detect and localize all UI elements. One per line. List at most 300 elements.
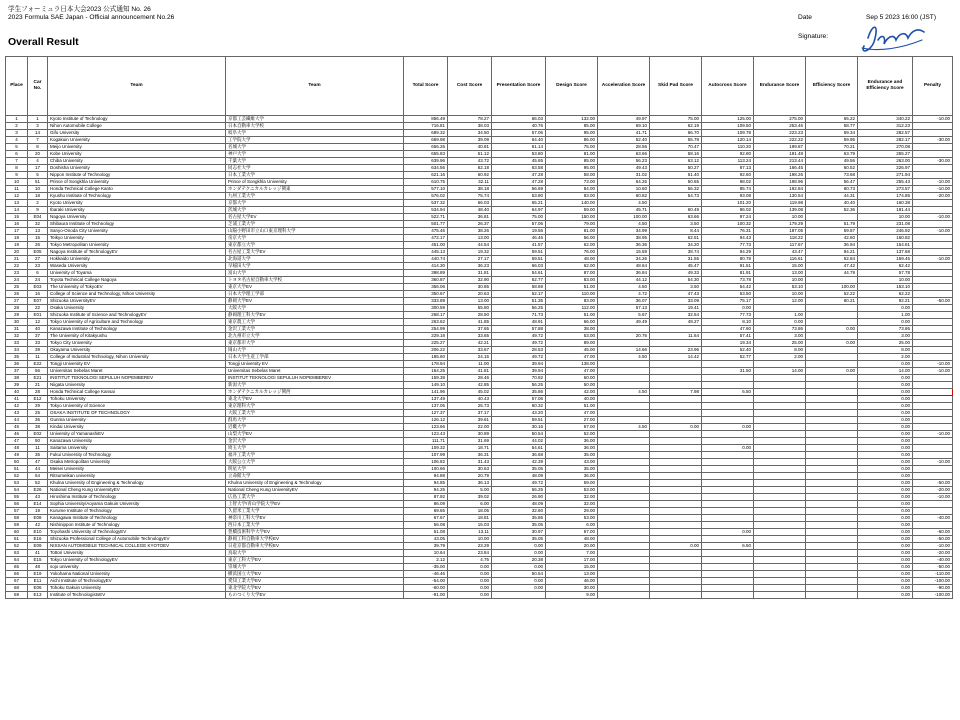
table-cell bbox=[598, 438, 650, 445]
table-cell: 100.66 bbox=[404, 466, 448, 473]
table-cell: 0.00 bbox=[492, 550, 546, 557]
table-cell: 14.66 bbox=[598, 347, 650, 354]
table-cell: 0.00 bbox=[858, 473, 913, 480]
table-cell bbox=[913, 473, 953, 480]
table-row bbox=[6, 340, 953, 347]
table-cell bbox=[913, 389, 953, 396]
table-cell bbox=[702, 459, 754, 466]
table-cell bbox=[598, 550, 650, 557]
table-cell bbox=[702, 417, 754, 424]
table-cell bbox=[754, 438, 806, 445]
table-row bbox=[6, 361, 953, 368]
table-cell: 31.55 bbox=[650, 256, 702, 263]
table-cell bbox=[806, 438, 858, 445]
table-cell bbox=[806, 571, 858, 578]
table-cell: 522.71 bbox=[404, 214, 448, 221]
table-cell bbox=[598, 480, 650, 487]
table-cell: 48.09 bbox=[492, 473, 546, 480]
table-cell: 24 bbox=[6, 277, 28, 284]
table-cell bbox=[598, 382, 650, 389]
table-row bbox=[6, 298, 953, 305]
table-cell bbox=[754, 515, 806, 522]
table-cell bbox=[650, 515, 702, 522]
table-row bbox=[6, 515, 953, 522]
table-cell: 73.00 bbox=[546, 179, 598, 186]
table-cell bbox=[806, 522, 858, 529]
table-cell: 14.00 bbox=[754, 368, 806, 375]
table-cell: -10.00 bbox=[913, 361, 953, 368]
table-cell bbox=[806, 473, 858, 480]
table-cell: 59.00 bbox=[546, 207, 598, 214]
table-cell: Saitama University bbox=[48, 445, 226, 452]
table-cell: Shizuoka UniversityEV bbox=[48, 298, 226, 305]
table-cell: 静岡大学EV bbox=[226, 298, 404, 305]
announcement-title-en: 2023 Formula SAE Japan - Official announcement No.26 bbox=[8, 14, 175, 21]
table-row bbox=[6, 172, 953, 179]
table-cell: 東京大学EV bbox=[226, 284, 404, 291]
table-cell: 4.50 bbox=[598, 200, 650, 207]
table-row bbox=[6, 410, 953, 417]
table-cell bbox=[913, 417, 953, 424]
table-cell: 41.57 bbox=[492, 242, 546, 249]
table-cell: 119.98 bbox=[754, 200, 806, 207]
table-cell: 豊橋技術科学大学EV bbox=[226, 529, 404, 536]
table-cell: 埼玉大学 bbox=[226, 445, 404, 452]
table-cell: ものつくり大学EV bbox=[226, 592, 404, 599]
table-cell: 86.09 bbox=[404, 501, 448, 508]
table-cell: E08 bbox=[28, 515, 48, 522]
table-cell: 4.72 bbox=[598, 291, 650, 298]
table-cell: 0.00 bbox=[858, 592, 913, 599]
column-header: Place bbox=[6, 57, 28, 116]
table-row bbox=[6, 263, 953, 270]
table-cell: 80.73 bbox=[806, 186, 858, 193]
table-cell bbox=[650, 501, 702, 508]
table-cell: 75.00 bbox=[650, 116, 702, 123]
table-cell: 35.86 bbox=[492, 515, 546, 522]
table-cell: 44.79 bbox=[806, 270, 858, 277]
table-cell: 10.00 bbox=[754, 277, 806, 284]
table-cell: 0.00 bbox=[858, 487, 913, 494]
table-cell: 39.94 bbox=[492, 361, 546, 368]
table-cell: 0.00 bbox=[858, 543, 913, 550]
table-cell: 49.49 bbox=[598, 319, 650, 326]
table-cell: 109.32 bbox=[404, 445, 448, 452]
table-cell: 30 bbox=[6, 319, 28, 326]
table-cell bbox=[650, 382, 702, 389]
table-cell: 101.20 bbox=[702, 200, 754, 207]
table-cell: Tohoku University bbox=[48, 396, 226, 403]
table-cell: 37 bbox=[6, 368, 28, 375]
table-cell: 639.96 bbox=[404, 158, 448, 165]
table-cell: 254.99 bbox=[404, 326, 448, 333]
table-cell: 0.00 bbox=[858, 452, 913, 459]
table-cell: 大阪工業大学 bbox=[226, 410, 404, 417]
table-cell: -10.00 bbox=[913, 494, 953, 501]
table-cell: 8.00 bbox=[858, 347, 913, 354]
table-cell bbox=[754, 529, 806, 536]
table-cell bbox=[754, 522, 806, 529]
table-cell: Khulna University of Engineering & Technology bbox=[226, 480, 404, 487]
table-cell: 58 bbox=[6, 515, 28, 522]
table-cell: 0.00 bbox=[858, 585, 913, 592]
table-cell: 47.00 bbox=[546, 368, 598, 375]
table-cell: 0.00 bbox=[858, 417, 913, 424]
table-cell: 44.54 bbox=[448, 242, 492, 249]
table-cell bbox=[754, 417, 806, 424]
table-cell bbox=[754, 473, 806, 480]
table-cell: 28.50 bbox=[448, 312, 492, 319]
table-cell: 49.72 bbox=[492, 340, 546, 347]
table-cell: 49.97 bbox=[598, 116, 650, 123]
table-cell: 19.34 bbox=[702, 340, 754, 347]
table-cell: Meijo University bbox=[48, 144, 226, 151]
table-cell: 199.87 bbox=[754, 144, 806, 151]
table-cell: 明星大学 bbox=[226, 466, 404, 473]
table-cell: 56.08 bbox=[404, 522, 448, 529]
table-cell: 8 bbox=[28, 144, 48, 151]
table-cell: 94.21 bbox=[806, 249, 858, 256]
table-cell: 45.65 bbox=[492, 158, 546, 165]
table-cell: -10.00 bbox=[913, 214, 953, 221]
table-row bbox=[6, 214, 953, 221]
table-cell bbox=[913, 235, 953, 242]
table-cell: 31.69 bbox=[448, 438, 492, 445]
table-cell: 40.00 bbox=[546, 396, 598, 403]
table-cell bbox=[702, 410, 754, 417]
table-cell: 223.23 bbox=[754, 130, 806, 137]
table-cell: 62.00 bbox=[546, 263, 598, 270]
table-cell: 33.67 bbox=[448, 347, 492, 354]
table-cell: 0.00 bbox=[858, 438, 913, 445]
table-cell: 45 bbox=[6, 424, 28, 431]
table-cell: Nagoya University bbox=[48, 214, 226, 221]
table-cell: 18.71 bbox=[448, 445, 492, 452]
table-cell: 576.02 bbox=[404, 193, 448, 200]
table-cell: 山陽小野田市立山口東京理科大学 bbox=[226, 228, 404, 235]
table-cell: 山梨大学EV bbox=[226, 431, 404, 438]
table-cell bbox=[702, 361, 754, 368]
table-cell: 41 bbox=[6, 396, 28, 403]
table-cell bbox=[806, 578, 858, 585]
table-cell: ホンダテクニカルカレッジ関西 bbox=[226, 389, 404, 396]
table-cell: 0.00 bbox=[858, 494, 913, 501]
table-cell: 159.38 bbox=[404, 375, 448, 382]
table-cell: 20.38 bbox=[492, 557, 546, 564]
table-cell: 10.00 bbox=[754, 291, 806, 298]
table-cell: 50.00 bbox=[546, 382, 598, 389]
table-cell: 66.03 bbox=[448, 200, 492, 207]
table-cell: 51.00 bbox=[546, 312, 598, 319]
table-cell: 30.63 bbox=[448, 466, 492, 473]
table-cell: 15 bbox=[28, 235, 48, 242]
table-cell bbox=[754, 550, 806, 557]
table-cell: 3.00 bbox=[754, 333, 806, 340]
table-cell: 0.00 bbox=[858, 403, 913, 410]
table-cell bbox=[598, 592, 650, 599]
table-cell: -20.00 bbox=[913, 550, 953, 557]
table-cell: 51.08 bbox=[404, 529, 448, 536]
table-cell: Aichi Institute of TechnologyEV bbox=[48, 578, 226, 585]
table-cell: Sophia University/Aoyama Gakuin University bbox=[48, 501, 226, 508]
table-cell: 118.22 bbox=[754, 235, 806, 242]
table-cell: 110.00 bbox=[546, 291, 598, 298]
table-cell: 60.82 bbox=[598, 193, 650, 200]
table-cell: 6.50 bbox=[702, 389, 754, 396]
table-row bbox=[6, 417, 953, 424]
table-cell: 45.47 bbox=[650, 263, 702, 270]
table-cell: Kindai University bbox=[48, 424, 226, 431]
table-cell: 2 bbox=[28, 200, 48, 207]
table-cell: 166.45 bbox=[754, 165, 806, 172]
table-row bbox=[6, 137, 953, 144]
table-cell: 44.12 bbox=[598, 277, 650, 284]
table-cell: Tokyo City University bbox=[48, 340, 226, 347]
table-cell: 大阪公立大学 bbox=[226, 459, 404, 466]
table-cell: 48.40 bbox=[448, 207, 492, 214]
table-cell: 24.15 bbox=[448, 354, 492, 361]
table-cell: 名古屋工業大学EV bbox=[226, 249, 404, 256]
table-cell bbox=[492, 592, 546, 599]
table-cell: 0.00 bbox=[858, 466, 913, 473]
table-row bbox=[6, 305, 953, 312]
table-cell: 10.60 bbox=[598, 186, 650, 193]
table-cell: 10.00 bbox=[754, 214, 806, 221]
table-cell: 83.00 bbox=[546, 277, 598, 284]
table-cell: 58.69 bbox=[492, 284, 546, 291]
table-cell bbox=[754, 494, 806, 501]
table-cell: 44.31 bbox=[806, 193, 858, 200]
table-cell: 32.60 bbox=[492, 508, 546, 515]
table-cell: 63.66 bbox=[650, 214, 702, 221]
table-cell: 111.71 bbox=[404, 438, 448, 445]
table-cell: 日産京都自動車大学校EV bbox=[226, 543, 404, 550]
table-cell bbox=[650, 438, 702, 445]
table-row bbox=[6, 536, 953, 543]
table-cell: 55 bbox=[6, 494, 28, 501]
table-cell: Kogakuin University bbox=[48, 137, 226, 144]
table-cell: E19 bbox=[28, 571, 48, 578]
table-cell bbox=[702, 382, 754, 389]
table-cell: 54 bbox=[28, 473, 48, 480]
table-cell: 東京工科大学EV bbox=[226, 557, 404, 564]
column-header: Efficiency Score bbox=[806, 57, 858, 116]
table-cell: Kurume Institute of Technology bbox=[48, 508, 226, 515]
table-cell bbox=[650, 536, 702, 543]
table-cell: 茨城大学 bbox=[226, 207, 404, 214]
table-cell: 40.40 bbox=[806, 200, 858, 207]
table-cell: 34.26 bbox=[598, 256, 650, 263]
column-header: Autocross Score bbox=[702, 57, 754, 116]
table-cell: -20.00 bbox=[913, 193, 953, 200]
table-cell: 15.03 bbox=[448, 522, 492, 529]
table-cell: 57.06 bbox=[492, 130, 546, 137]
table-cell bbox=[806, 361, 858, 368]
table-cell: E13 bbox=[28, 592, 48, 599]
table-cell: 53.50 bbox=[702, 291, 754, 298]
table-cell: 32 bbox=[6, 333, 28, 340]
table-cell: 56 bbox=[6, 501, 28, 508]
table-cell: 31 bbox=[6, 326, 28, 333]
table-cell: 19.56 bbox=[492, 228, 546, 235]
table-cell: 49.72 bbox=[492, 480, 546, 487]
table-cell bbox=[598, 571, 650, 578]
table-cell: 18 bbox=[6, 235, 28, 242]
table-cell: -90.00 bbox=[913, 585, 953, 592]
table-row bbox=[6, 221, 953, 228]
table-cell: 282.57 bbox=[858, 130, 913, 137]
table-cell: Khulna University of Engineering & Technology bbox=[48, 480, 226, 487]
table-cell bbox=[913, 326, 953, 333]
table-cell: 13.00 bbox=[448, 298, 492, 305]
table-cell: 59.95 bbox=[806, 137, 858, 144]
table-row bbox=[6, 452, 953, 459]
table-cell: 59.51 bbox=[492, 417, 546, 424]
table-cell: 38 bbox=[28, 424, 48, 431]
table-cell: Ibaraki University bbox=[48, 207, 226, 214]
table-cell: 63.12 bbox=[650, 158, 702, 165]
table-row bbox=[6, 564, 953, 571]
table-cell bbox=[806, 214, 858, 221]
table-cell: 0.00 bbox=[650, 543, 702, 550]
announcement-title-jp: 学生フォーミュラ日本大会2023 公式通知 No. 26 bbox=[8, 6, 151, 13]
table-row bbox=[6, 179, 953, 186]
table-cell: 84.00 bbox=[546, 186, 598, 193]
table-row bbox=[6, 431, 953, 438]
table-cell: -60.00 bbox=[913, 529, 953, 536]
table-cell bbox=[754, 571, 806, 578]
table-cell: The University of TokyoEV bbox=[48, 284, 226, 291]
table-cell: 110.20 bbox=[702, 144, 754, 151]
table-cell: 35.05 bbox=[492, 536, 546, 543]
table-cell: 54.61 bbox=[492, 270, 546, 277]
table-cell: 14 bbox=[28, 130, 48, 137]
table-cell: Osaka Metropolitan University bbox=[48, 459, 226, 466]
table-cell: 100.00 bbox=[598, 214, 650, 221]
table-cell: 3.50 bbox=[650, 221, 702, 228]
table-cell: 42.39 bbox=[492, 459, 546, 466]
table-cell: 26.37 bbox=[448, 221, 492, 228]
table-cell: 36.00 bbox=[546, 473, 598, 480]
table-row bbox=[6, 494, 953, 501]
table-cell: -91.00 bbox=[404, 592, 448, 599]
table-cell bbox=[702, 452, 754, 459]
table-cell bbox=[650, 410, 702, 417]
table-cell: 59.00 bbox=[546, 480, 598, 487]
table-cell bbox=[650, 508, 702, 515]
table-cell: 0.00 bbox=[702, 529, 754, 536]
table-cell: 19 bbox=[6, 242, 28, 249]
table-cell bbox=[650, 494, 702, 501]
column-header: Endurance Score bbox=[754, 57, 806, 116]
table-cell: Waseda University bbox=[48, 263, 226, 270]
table-cell: 856.49 bbox=[404, 116, 448, 123]
table-cell bbox=[806, 424, 858, 431]
table-cell: 360.87 bbox=[404, 277, 448, 284]
table-cell: 金沢大学 bbox=[226, 438, 404, 445]
table-cell: 63 bbox=[6, 550, 28, 557]
table-cell: 191.48 bbox=[754, 151, 806, 158]
table-cell: 42 bbox=[6, 403, 28, 410]
table-cell: 440.74 bbox=[404, 256, 448, 263]
table-cell: Meisei University bbox=[48, 466, 226, 473]
table-cell: 0.00 bbox=[858, 431, 913, 438]
table-cell bbox=[913, 347, 953, 354]
table-cell: 1 bbox=[6, 116, 28, 123]
table-cell: 52 bbox=[6, 473, 28, 480]
table-cell: 55.80 bbox=[448, 305, 492, 312]
table-cell bbox=[650, 396, 702, 403]
table-cell: 253.46 bbox=[754, 123, 806, 130]
table-cell: 6 bbox=[28, 270, 48, 277]
table-cell bbox=[598, 466, 650, 473]
table-cell: 93.08 bbox=[702, 193, 754, 200]
table-cell: 116.61 bbox=[754, 256, 806, 263]
table-cell: 群馬大学 bbox=[226, 417, 404, 424]
table-cell: 32.00 bbox=[546, 501, 598, 508]
table-cell: 0.00 bbox=[858, 445, 913, 452]
table-cell bbox=[754, 431, 806, 438]
table-cell bbox=[598, 543, 650, 550]
table-cell: 20.63 bbox=[448, 291, 492, 298]
table-cell: 73.68 bbox=[806, 172, 858, 179]
table-cell bbox=[754, 424, 806, 431]
table-cell: 67.67 bbox=[404, 515, 448, 522]
table-cell: 28.53 bbox=[492, 347, 546, 354]
table-cell: 36.00 bbox=[546, 445, 598, 452]
table-cell: Nippon Institute of Technology bbox=[48, 172, 226, 179]
table-cell: 91.51 bbox=[702, 263, 754, 270]
table-cell bbox=[650, 557, 702, 564]
table-cell: 48 bbox=[28, 564, 48, 571]
table-row bbox=[6, 186, 953, 193]
table-cell: 78.27 bbox=[448, 116, 492, 123]
table-cell: 10.00 bbox=[858, 277, 913, 284]
page-title: Overall Result bbox=[8, 36, 79, 48]
table-cell: トヨタ名古屋自動車大学校 bbox=[226, 277, 404, 284]
table-cell: E01 bbox=[28, 312, 48, 319]
table-cell: 139.08 bbox=[754, 207, 806, 214]
table-cell: 62.77 bbox=[492, 277, 546, 284]
column-header: Acceleration Score bbox=[598, 57, 650, 116]
table-cell bbox=[913, 466, 953, 473]
table-cell: 35.05 bbox=[492, 522, 546, 529]
table-cell: -40.00 bbox=[913, 515, 953, 522]
table-cell: 47.28 bbox=[492, 179, 546, 186]
table-cell: 47 bbox=[28, 459, 48, 466]
table-cell bbox=[913, 522, 953, 529]
table-cell: 北九州市立大学 bbox=[226, 333, 404, 340]
table-cell: 198.26 bbox=[754, 172, 806, 179]
table-cell: -30.00 bbox=[913, 137, 953, 144]
table-row bbox=[6, 501, 953, 508]
table-cell bbox=[702, 473, 754, 480]
table-cell bbox=[702, 592, 754, 599]
table-cell bbox=[806, 403, 858, 410]
table-cell: Tokyo University of TechnologyEV bbox=[48, 557, 226, 564]
table-cell: 41.71 bbox=[598, 130, 650, 137]
table-cell: 57.41 bbox=[702, 333, 754, 340]
table-cell: 81.91 bbox=[702, 270, 754, 277]
table-cell bbox=[650, 550, 702, 557]
table-cell: 36.94 bbox=[806, 242, 858, 249]
table-cell: -10.00 bbox=[913, 228, 953, 235]
table-cell: 岡山大学 bbox=[226, 347, 404, 354]
table-cell: 50 bbox=[28, 438, 48, 445]
table-cell: 32.90 bbox=[448, 277, 492, 284]
table-cell: E14 bbox=[28, 501, 48, 508]
table-cell: 38.18 bbox=[448, 186, 492, 193]
